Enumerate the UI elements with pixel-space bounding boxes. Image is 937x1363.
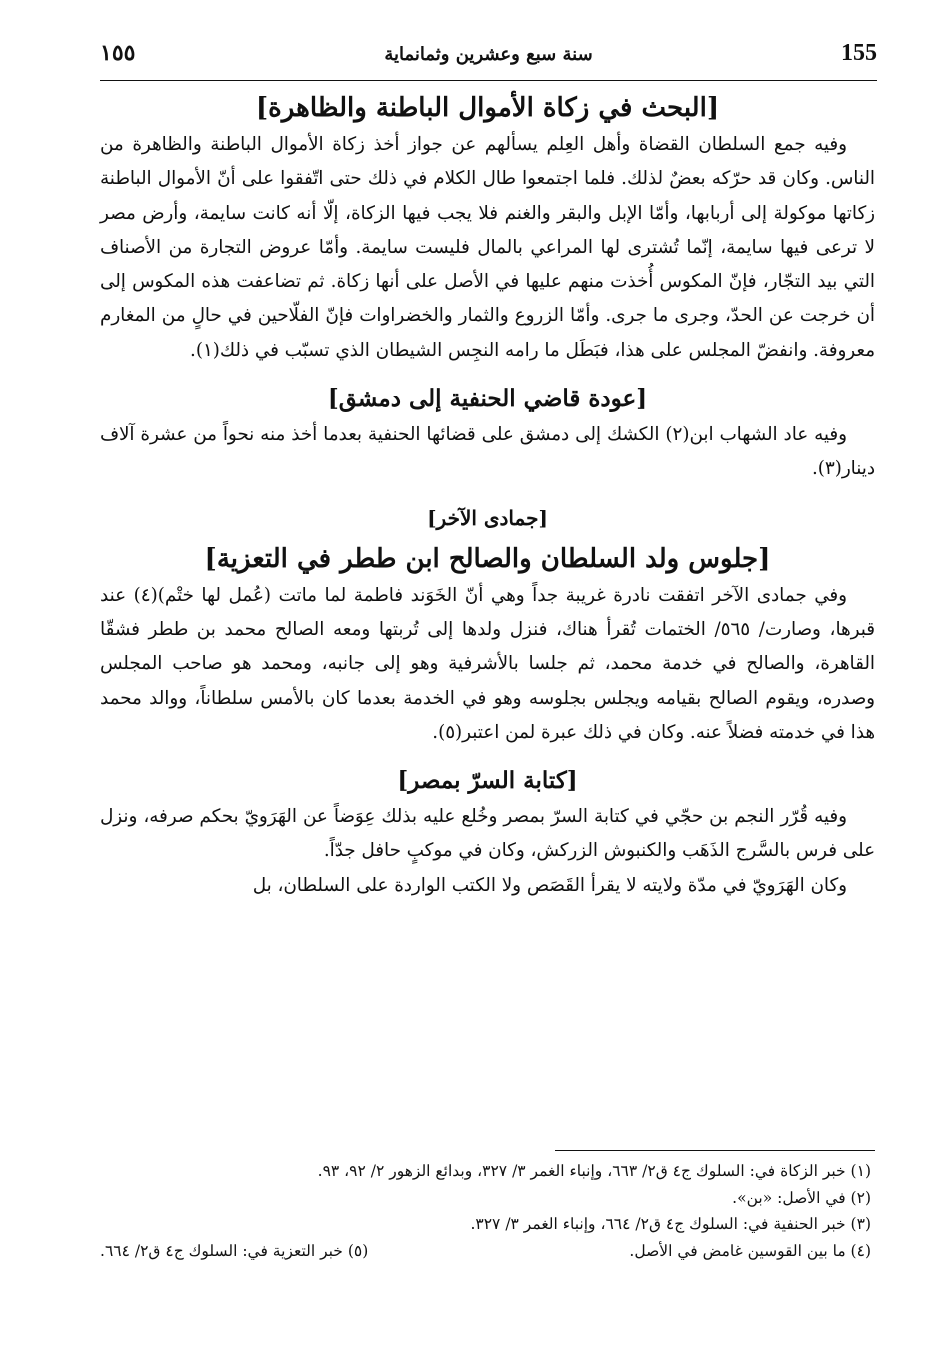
footnote-2: (٢) في الأصل: «بن». xyxy=(732,1188,871,1207)
paragraph-secretariat-1: وفيه قُرّر النجم بن حجّي في كتابة السرّ بمصر وخُلع عليه بذلك عِوَضاً عن الهَرَويّ بحكم صرفه، ونزل على فرس بالسَّرج الذَهَب والكنبوش الزركش، وكان في موكبٍ حافل جدّاً. xyxy=(100,806,875,862)
footnote-1: (١) خبر الزكاة في: السلوك ج٤ ق٢/ ٦٦٣، وإنباء الغمر ٣/ ٣٢٧، وبدائع الزهور ٢/ ٩٢، ٩٣. xyxy=(317,1162,871,1180)
paragraph-hanafi-judge: وفيه عاد الشهاب ابن(٢) الكشك إلى دمشق على قضائها الحنفية بعدما أخذ منه نحواً من عشرة آلاف دينار(٣). xyxy=(100,424,875,480)
footnote-separator xyxy=(555,1150,875,1151)
section-heading-zakat: [البحث في زكاة الأموال الباطنة والظاهرة] xyxy=(255,93,720,123)
page-number-latin: 155 xyxy=(841,40,877,66)
paragraph-secretariat-2: وكان الهَرَويّ في مدّة ولايته لا يقرأ القَصَص ولا الكتب الواردة على السلطان، بل xyxy=(252,874,847,896)
footnote-4: (٤) ما بين القوسين غامض في الأصل. xyxy=(629,1241,871,1260)
month-heading: [جمادى الآخر] xyxy=(427,505,548,530)
paragraph-condolence: وفي جمادى الآخر اتفقت نادرة غريبة جداً وهي أنّ الخَوَند فاطمة لما ماتت (عُمل لها ختْم)(٤) عند قبرها، وصارت/ ٥٦٥/ الختمات تُقرأ هناك، فنزل ولدها إلى تُربتها ومعه الصالح محمد بن ططر فشقّا القاهرة، والصالح في خدمة محمد، ثم جلسا بالأشرفية وهو إلى جانبه، ومحمد هو صاحب المجلس وصدره، ويقوم الصالح بقيامه ويجلس بجلوسه وهو في الخدمة بعدما كان بالأمس سلطاناً، ووالد محمد هذا في خدمته فضلاً عنه. وكان في ذلك عبرة لمن اعتبر(٥). xyxy=(100,584,875,743)
footnote-3: (٣) خبر الحنفية في: السلوك ج٤ ق٢/ ٦٦٤، وإنباء الغمر ٣/ ٣٢٧. xyxy=(470,1215,871,1233)
section-heading-condolence: [جلوس ولد السلطان والصالح ابن ططر في التعزية] xyxy=(204,543,771,574)
running-header xyxy=(100,36,877,81)
footnote-row-4-5 xyxy=(100,1238,875,1265)
page-number-arabic: ١٥٥ xyxy=(100,40,136,66)
main-text xyxy=(100,90,875,903)
paragraph-zakat: وفيه جمع السلطان القضاة وأهل العِلم يسألهم عن جواز أخذ زكاة الأموال الباطنة والظاهرة من الناس. وكان قد حرّكه بعضٌ لذلك. فلما اجتمعوا طال الكلام في ذلك حتى اتّفقوا على أنّ الأموال الباطنة زكاتها موكولة إلى أربابها، وأمّا الإبل والبقر والغنم فلا يجب فيها الزكاة، إلّا أنه كانت سايمة، وأرض مصر لا ترعى فيها سايمة، إنّما تُشترى لها المراعي بالمال فليست سايمة. وأمّا عروض التجارة من الأصناف التي بيد التجّار، فإنّ المكوس أُخذت منهم عليها في الأصل على أنها زكاة. ثم تضاعفت هذه المكوس إلى أن خرجت عن الحدّ، وجرى ما جرى. وأمّا الزروع والثمار والخضراوات فإنّ الفلّاحين في حالٍ من المغارم معروفة. وانفضّ المجلس على هذا، فبَطَل ما رامه النجِس الشيطان الذي تسبّب في ذلك(١). xyxy=(100,134,875,361)
section-heading-secretariat: [كتابة السرّ بمصر] xyxy=(397,767,578,795)
running-title: سنة سبع وعشرين وثمانماية xyxy=(384,44,593,65)
section-heading-hanafi-judge: [عودة قاضي الحنفية إلى دمشق] xyxy=(327,385,648,413)
footnotes xyxy=(100,1158,875,1264)
footnote-5: (٥) خبر التعزية في: السلوك ج٤ ق٢/ ٦٦٤. xyxy=(100,1241,369,1260)
